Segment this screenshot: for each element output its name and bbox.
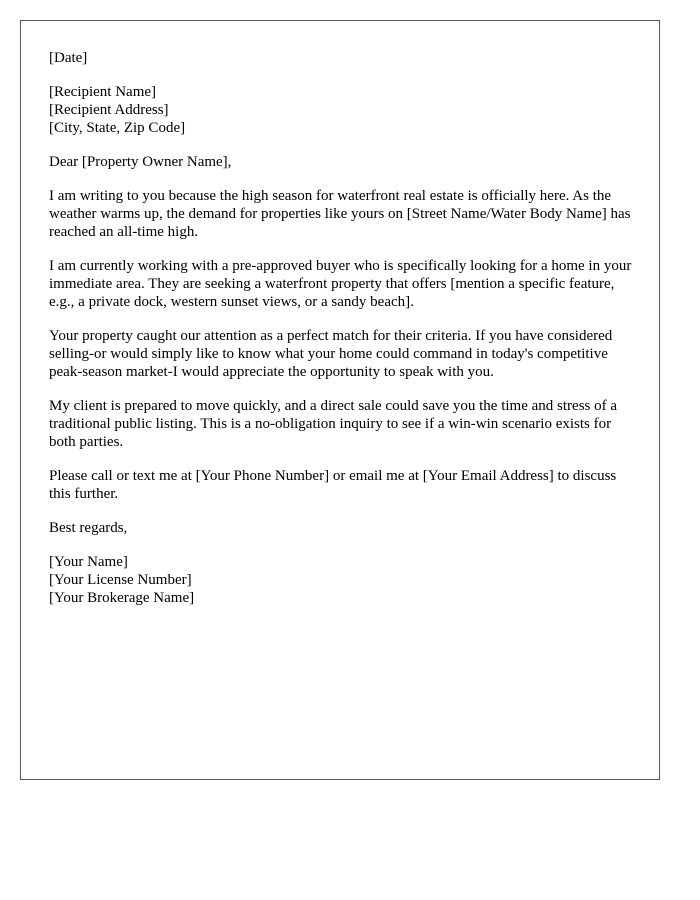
signature-block bbox=[49, 553, 634, 607]
paragraph-2: I am currently working with a pre-approved buyer who is specifically looking for a home in your immediate area. They are seeking a waterfront property that offers [mention a specific feature, e.g., a private dock, western sunset views, or a sandy beach]. bbox=[49, 258, 632, 310]
recipient-block bbox=[49, 83, 634, 137]
date-text: [Date] bbox=[49, 50, 88, 66]
signature-license: [Your License Number] bbox=[49, 572, 192, 588]
letter-page bbox=[20, 20, 660, 780]
recipient-city-state-zip: [City, State, Zip Code] bbox=[49, 120, 186, 136]
recipient-name: [Recipient Name] bbox=[49, 84, 157, 100]
letter-content bbox=[49, 49, 634, 623]
paragraph-4: My client is prepared to move quickly, and a direct sale could save you the time and stress of a traditional public listing. This is a no-obligation inquiry to see if a win-win scenario exists for both parties. bbox=[49, 398, 618, 450]
date-line bbox=[49, 49, 634, 67]
closing: Best regards, bbox=[49, 520, 128, 536]
recipient-address: [Recipient Address] bbox=[49, 102, 169, 118]
signature-name: [Your Name] bbox=[49, 554, 128, 570]
paragraph-1: I am writing to you because the high season for waterfront real estate is officially here. As the weather warms up, the demand for properties like yours on [Street Name/Water Body Name] has reached an all-time high. bbox=[49, 188, 631, 240]
paragraph-3: Your property caught our attention as a perfect match for their criteria. If you have considered selling-or would simply like to know what your home could command in today's competitive peak-season market-I would appreciate the opportunity to speak with you. bbox=[49, 328, 613, 380]
signature-brokerage: [Your Brokerage Name] bbox=[49, 590, 195, 606]
paragraph-5: Please call or text me at [Your Phone Number] or email me at [Your Email Address] to discuss this further. bbox=[49, 468, 617, 502]
salutation: Dear [Property Owner Name], bbox=[49, 154, 232, 170]
